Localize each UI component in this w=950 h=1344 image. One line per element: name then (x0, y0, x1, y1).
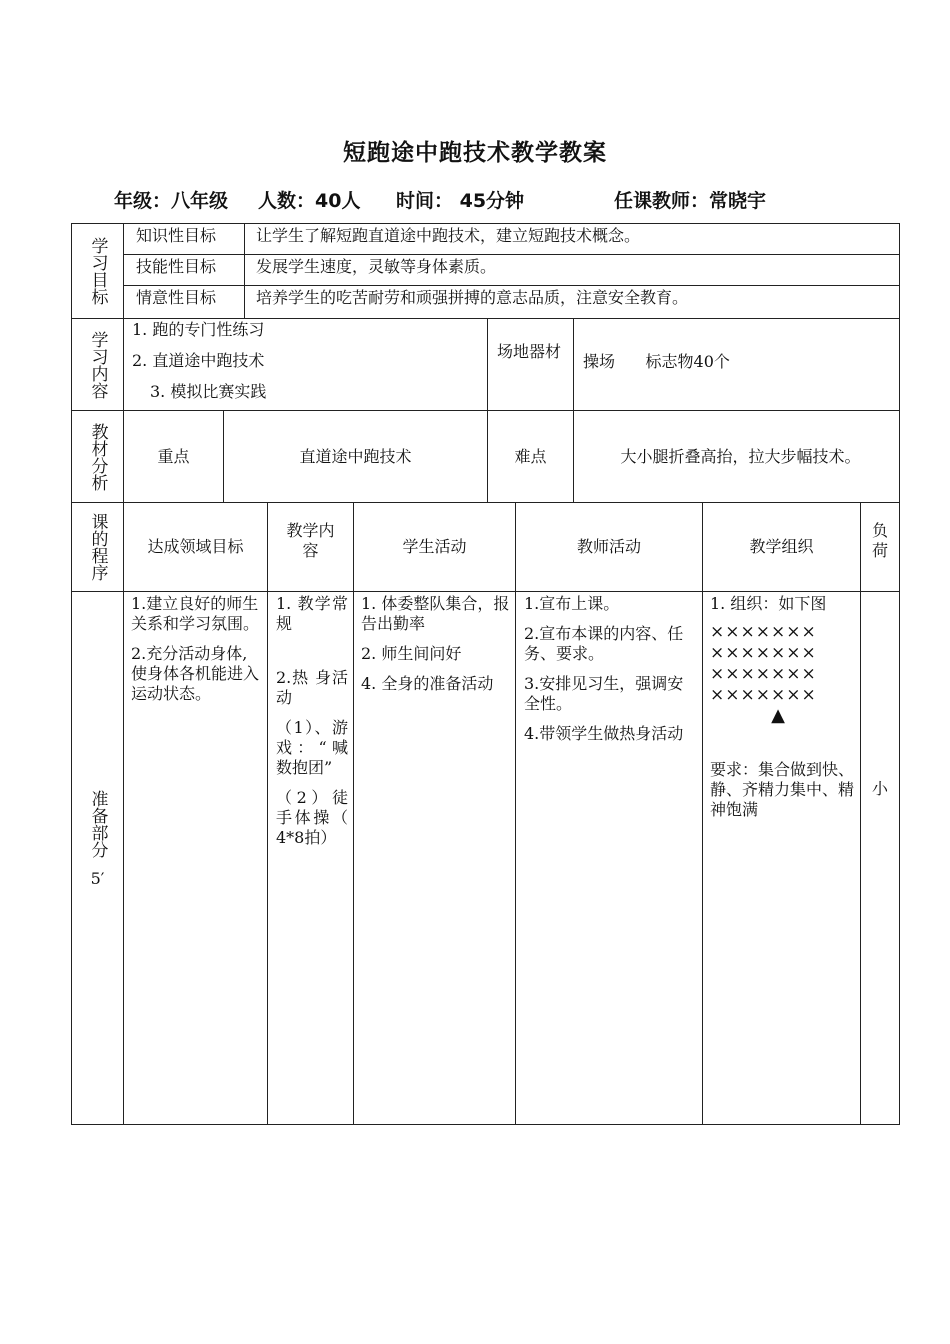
procedure-label: 课的程序 (87, 513, 108, 581)
knowledge-goal-label: 知识性目标 (136, 226, 217, 245)
page-title: 短跑途中跑技术教学教案 (343, 140, 607, 166)
content-entry: （2）徒手体操（ 4*8拍） (276, 788, 348, 847)
formation-diagram (710, 622, 856, 726)
header-content: 教学内容 (286, 521, 335, 560)
org-requirement: 要求：集合做到快、静、齐精力集中、精神饱满 (710, 760, 855, 819)
lesson-info (0, 186, 950, 216)
key-point-label: 重点 (157, 446, 190, 466)
count-text: 人数：40人 (258, 190, 361, 212)
time-text: 时间： 45分钟 (396, 190, 525, 212)
prep-students (361, 594, 511, 694)
analysis-label: 教材分析 (87, 422, 108, 491)
teacher-marker-icon: ▲ (771, 705, 785, 726)
prep-load: 小 (871, 779, 888, 798)
prep-label: 准备部分 5′ (72, 790, 123, 910)
skill-goal-text: 发展学生速度，灵敏等身体素质。 (256, 257, 497, 276)
prep-teacher (524, 594, 696, 744)
key-point-text: 直道途中跑技术 (299, 446, 412, 466)
formation-row: ××××××× (710, 622, 817, 642)
header-goals: 达成领域目标 (147, 537, 244, 556)
formation-row: ××××××× (710, 664, 817, 684)
goal-item: 2.充分活动身体,使身体各机能进入运动状态。 (131, 644, 260, 703)
grade-text: 年级：八年级 (114, 190, 229, 212)
goal-item: 1.建立良好的师生关系和学习氛围。 (131, 594, 260, 633)
content-label: 学习内容 (87, 330, 108, 399)
prep-contents (276, 594, 348, 848)
affective-goal-text: 培养学生的吃苦耐劳和顽强拼搏的意志品质，注意安全教育。 (256, 288, 689, 307)
affective-goal-label: 情意性目标 (136, 288, 217, 307)
header-student: 学生活动 (402, 537, 467, 556)
content-item: 3. 模拟比赛实践 (150, 382, 267, 401)
teacher-text: 任课教师：常晓宇 (614, 190, 767, 212)
teacher-item: 2.宣布本课的内容、任务、要求。 (524, 624, 684, 663)
formation-row: ××××××× (710, 685, 817, 705)
student-item: 4. 全身的准备活动 (361, 674, 494, 693)
skill-goal-label: 技能性目标 (136, 257, 217, 276)
content-entry: （1）、游戏：“喊数抱团” (276, 718, 348, 777)
teacher-item: 1.宣布上课。 (524, 594, 620, 613)
student-item: 1. 体委整队集合，报告出勤率 (361, 594, 510, 633)
header-load: 负荷 (871, 521, 888, 560)
header-org: 教学组织 (749, 537, 814, 556)
prep-minutes: 5′ (90, 869, 105, 888)
venue-text: 操场 标志物40个 (583, 352, 730, 371)
content-entry: 1. 教学常规 (276, 594, 348, 633)
knowledge-goal-text: 让学生了解短跑直道途中跑技术，建立短跑技术概念。 (256, 226, 641, 245)
difficulty-text: 大小腿折叠高抬，拉大步幅技术。 (620, 446, 861, 466)
prep-organization (710, 594, 856, 820)
teacher-item: 4.带领学生做热身活动 (524, 724, 684, 743)
formation-row: ××××××× (710, 643, 817, 663)
teacher-item: 3.安排见习生，强调安全性。 (524, 674, 684, 713)
student-item: 2. 师生间问好 (361, 644, 462, 663)
prep-goals (131, 594, 261, 704)
header-teacher: 教师活动 (576, 537, 641, 556)
content-entry: 2.热 身活动 (276, 668, 348, 707)
objectives-label: 学习目标 (87, 237, 108, 305)
content-item: 1. 跑的专门性练习 (132, 320, 265, 339)
org-title: 1. 组织：如下图 (710, 594, 827, 613)
content-item: 2. 直道途中跑技术 (132, 351, 265, 370)
difficulty-label: 难点 (514, 446, 547, 466)
venue-label: 场地器材 (497, 342, 562, 361)
